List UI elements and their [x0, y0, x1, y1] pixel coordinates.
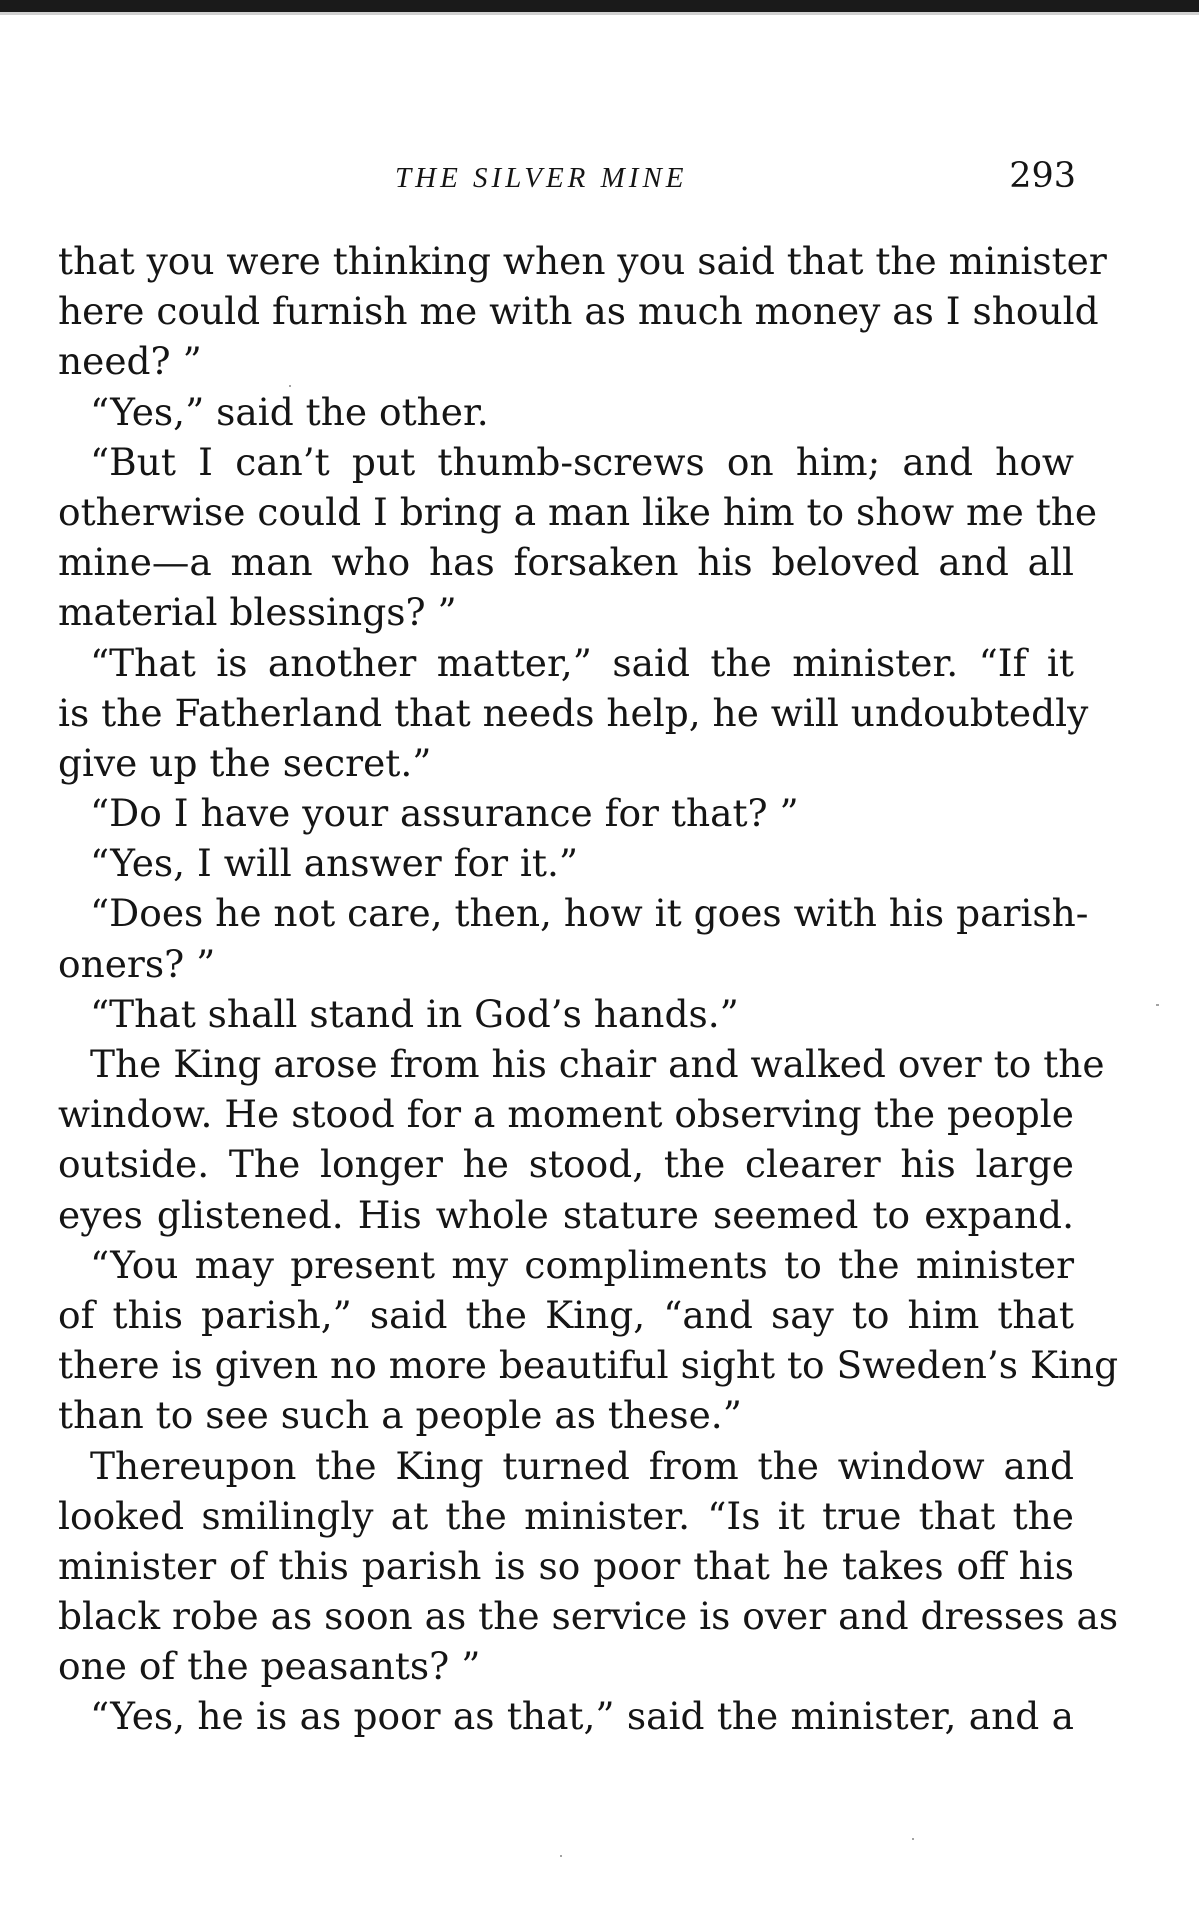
text-line: eyes glistened. His whole stature seemed to expand. [58, 1192, 1074, 1237]
text-line: Thereupon the King turned from the window and [90, 1443, 1074, 1488]
text-line: otherwise could I bring a man like him to show me the [58, 489, 1098, 534]
running-header [60, 156, 1076, 208]
text-line: is the Fatherland that needs help, he will undoubtedly [58, 690, 1089, 735]
text-line: “Yes,” said the other. [90, 389, 489, 434]
text-line: window. He stood for a moment observing the people [58, 1092, 1074, 1137]
text-line: The King arose from his chair and walked over to the [90, 1042, 1105, 1086]
text-line: of this parish,” said the King, “and say to him that [58, 1292, 1074, 1337]
text-line: outside. The longer he stood, the clearer his large [58, 1142, 1074, 1187]
text-line: mine—a man who has forsaken his beloved and all [58, 540, 1074, 585]
scan-speck [912, 1838, 914, 1840]
text-line: “Does he not care, then, how it goes with his parish- [90, 891, 1089, 936]
text-line: oners? ” [58, 941, 216, 986]
text-line: material blessings? ” [58, 590, 457, 635]
scan-speck [560, 1855, 562, 1857]
page-number: 293 [1009, 156, 1076, 196]
text-line: minister of this parish is so poor that he takes off his [58, 1543, 1074, 1588]
text-line: “That shall stand in God’s hands.” [90, 991, 739, 1036]
text-line: there is given no more beautiful sight to Sweden’s King [58, 1343, 1119, 1388]
text-line: “That is another matter,” said the minister. “If it [90, 640, 1074, 685]
text-line: “Yes, he is as poor as that,” said the minister, and a [90, 1694, 1074, 1739]
text-line: “But I can’t put thumb-screws on him; and how [90, 439, 1074, 484]
text-line: here could furnish me with as much money as I should [58, 289, 1099, 334]
text-line: “Yes, I will answer for it.” [90, 841, 579, 886]
body-text [58, 236, 1119, 1742]
text-line: that you were thinking when you said that the minister [58, 239, 1107, 283]
text-line: need? ” [58, 339, 202, 384]
text-line: black robe as soon as the service is over and dresses as [58, 1594, 1119, 1639]
top-border-rule [0, 0, 1199, 12]
text-line: than to see such a people as these.” [58, 1393, 742, 1438]
running-title: THE SILVER MINE [395, 162, 688, 194]
top-border-shadow [0, 12, 1199, 15]
scan-speck [289, 385, 291, 387]
scan-speck [1156, 1004, 1159, 1006]
text-line: “You may present my compliments to the minister [90, 1242, 1074, 1287]
text-line: looked smilingly at the minister. “Is it true that the [58, 1493, 1074, 1538]
text-line: “Do I have your assurance for that? ” [90, 791, 799, 836]
text-line: give up the secret.” [58, 740, 432, 785]
text-line: one of the peasants? ” [58, 1644, 481, 1689]
